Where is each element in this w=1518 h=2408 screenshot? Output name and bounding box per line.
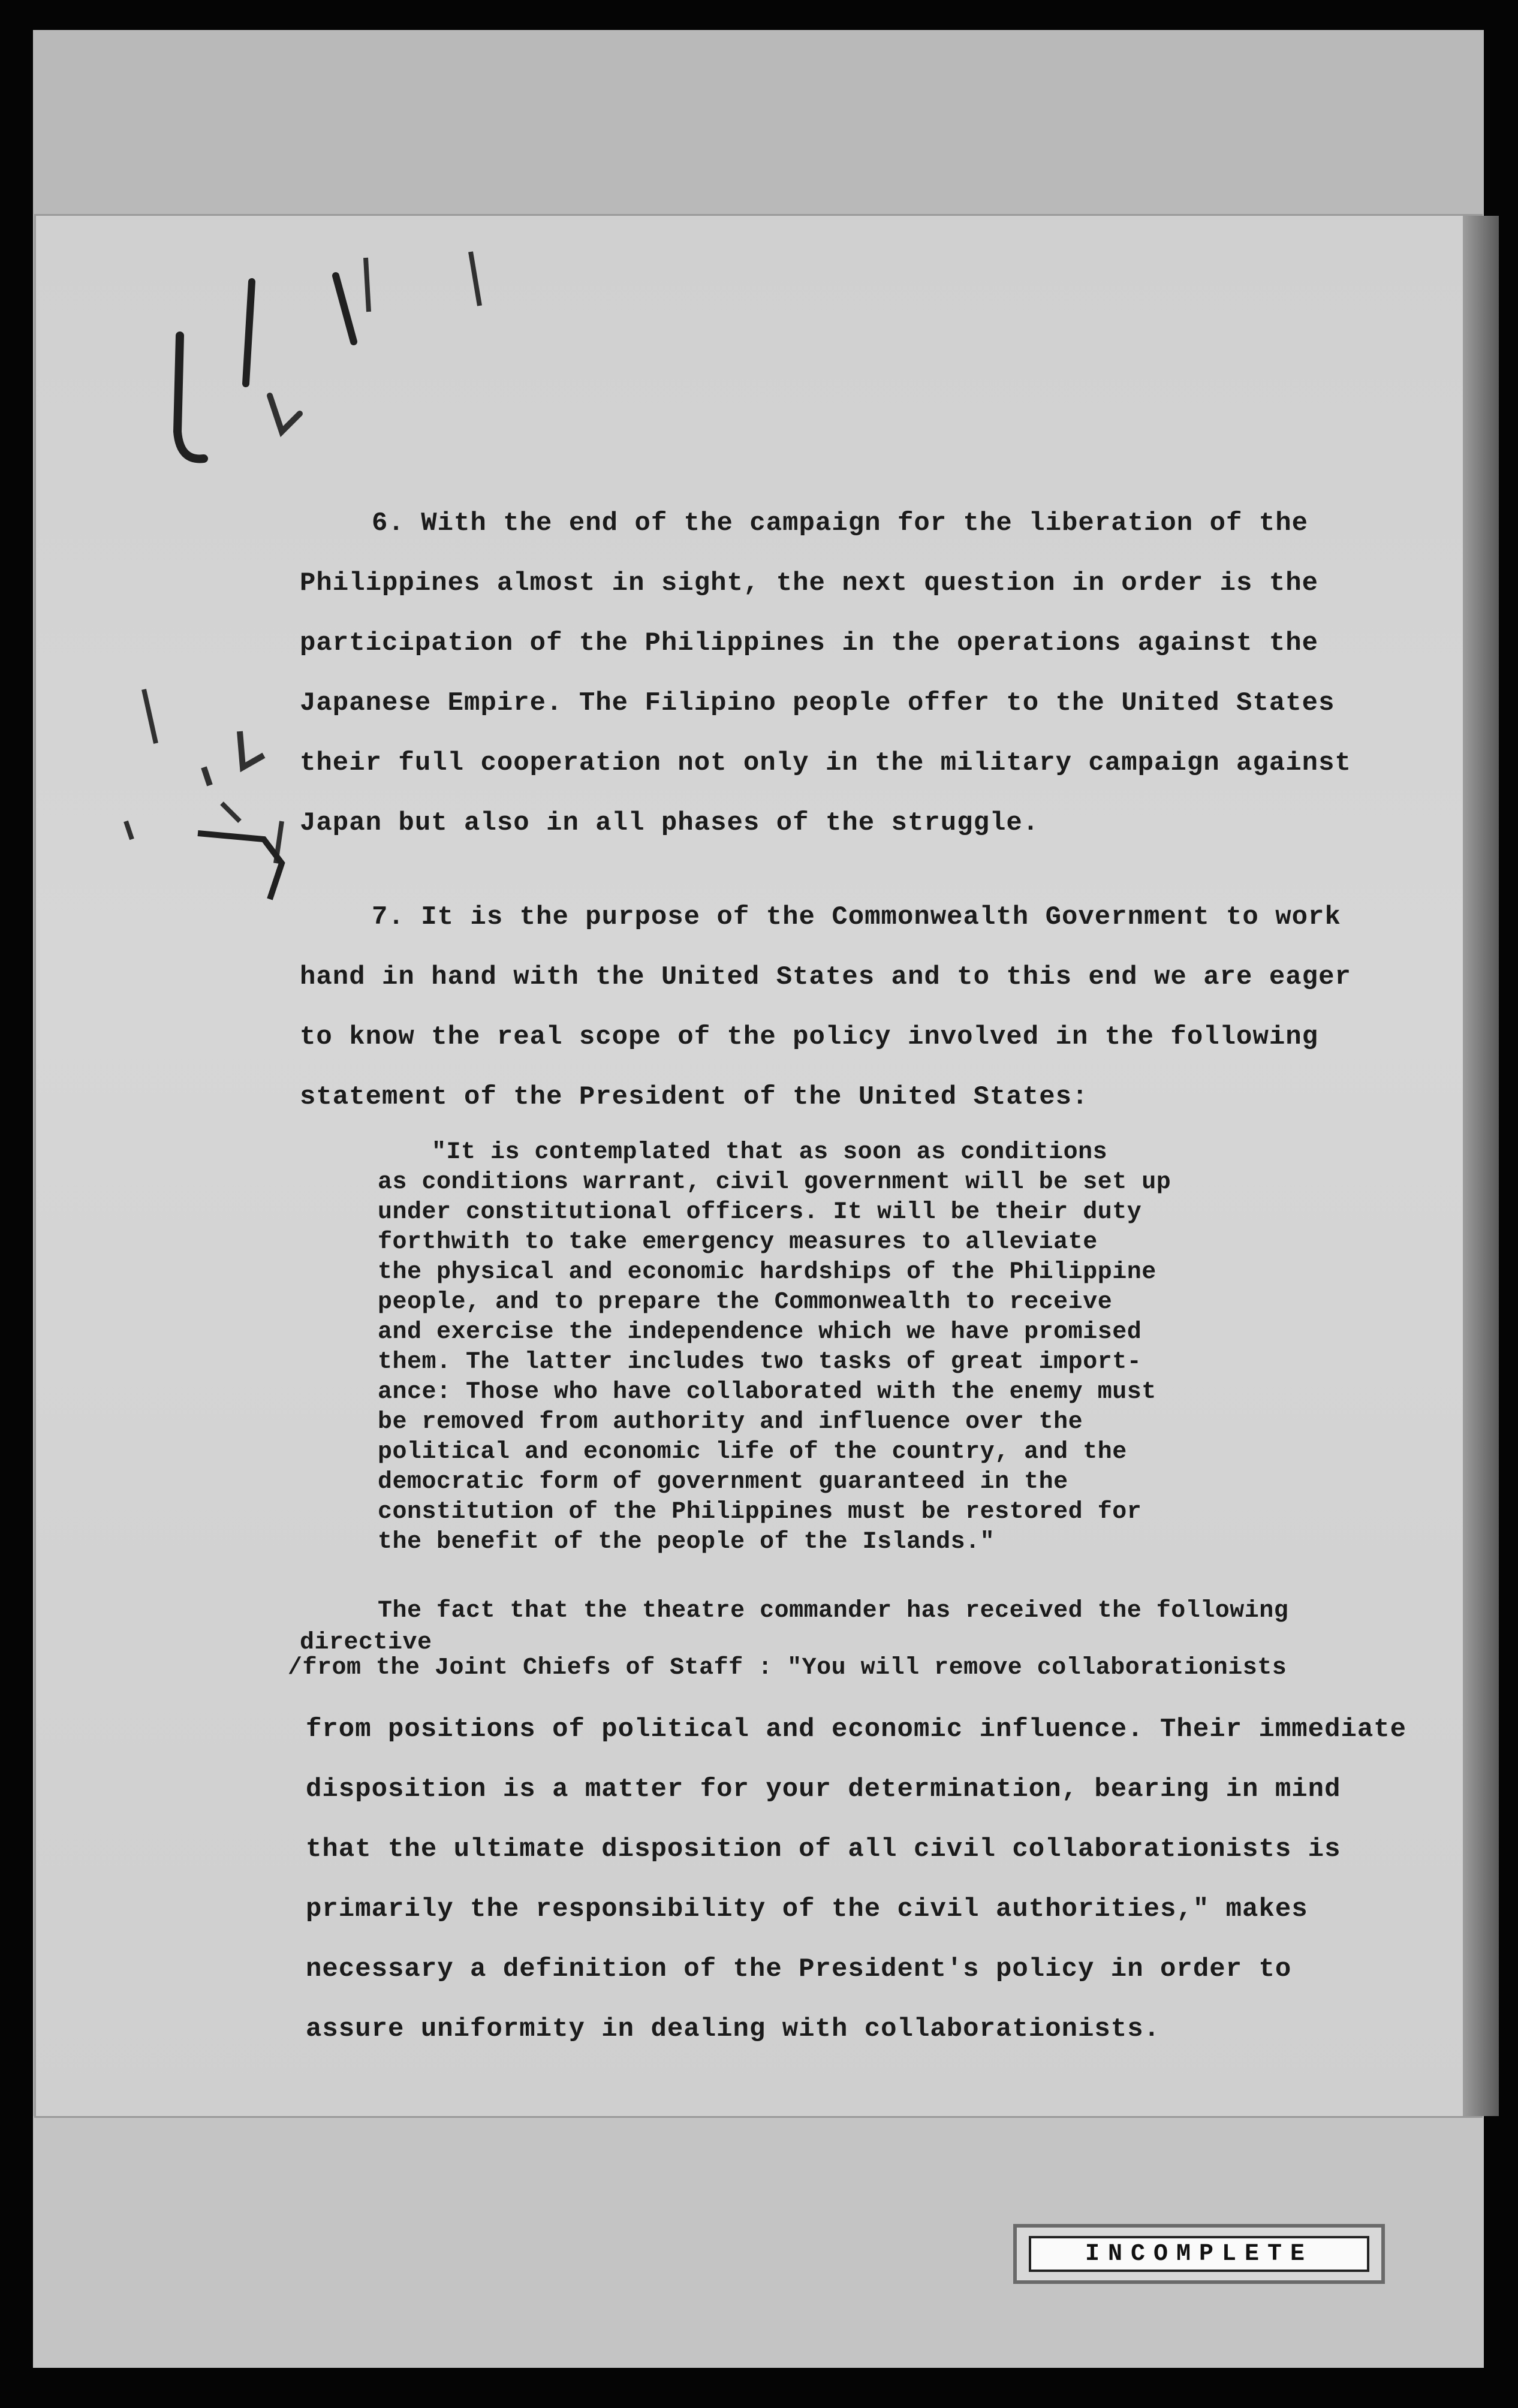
quote-line: ance: Those who have collaborated with the enemy must bbox=[378, 1379, 1156, 1406]
quote-line: be removed from authority and influence over the bbox=[378, 1409, 1083, 1436]
para6-line: Philippines almost in sight, the next question in order is the bbox=[300, 568, 1319, 598]
para8-line: /from the Joint Chiefs of Staff : "You will remove collaborationists bbox=[288, 1654, 1287, 1681]
quote-line: the benefit of the people of the Islands." bbox=[378, 1529, 995, 1556]
para6-line: participation of the Philippines in the operations against the bbox=[300, 628, 1319, 658]
quote-line: democratic form of government guaranteed in the bbox=[378, 1469, 1068, 1496]
incomplete-stamp bbox=[1013, 2224, 1385, 2284]
para8-line: necessary a definition of the President's policy in order to bbox=[306, 1954, 1292, 1984]
para6-line: Japanese Empire. The Filipino people offer to the United States bbox=[300, 688, 1335, 718]
quote-line: the physical and economic hardships of the Philippine bbox=[378, 1259, 1156, 1286]
quote-line: constitution of the Philippines must be restored for bbox=[378, 1499, 1142, 1526]
para8-line: assure uniformity in dealing with collaborationists. bbox=[306, 2014, 1161, 2044]
para8-line: The fact that the theatre commander has received the following bbox=[378, 1598, 1289, 1625]
para6-line: Japan but also in all phases of the struggle. bbox=[300, 808, 1040, 838]
quote-line: and exercise the independence which we have promised bbox=[378, 1319, 1142, 1346]
para8-line: that the ultimate disposition of all civil collaborationists is bbox=[306, 1834, 1341, 1864]
stamp-label: INCOMPLETE bbox=[1029, 2236, 1369, 2272]
para7-line: statement of the President of the United States: bbox=[300, 1082, 1089, 1112]
para8-line: primarily the responsibility of the civil authorities," makes bbox=[306, 1894, 1308, 1924]
quote-line: as conditions warrant, civil government will be set up bbox=[378, 1169, 1171, 1196]
para8-line: disposition is a matter for your determination, bearing in mind bbox=[306, 1774, 1341, 1804]
quote-line: under constitutional officers. It will be their duty bbox=[378, 1199, 1142, 1226]
quote-line: them. The latter includes two tasks of great import- bbox=[378, 1349, 1142, 1376]
para6-line: 6. With the end of the campaign for the liberation of the bbox=[372, 508, 1309, 538]
para7-line: hand in hand with the United States and to this end we are eager bbox=[300, 962, 1351, 992]
para8-insert: directive bbox=[300, 1629, 432, 1656]
para7-line: 7. It is the purpose of the Commonwealth Government to work bbox=[372, 902, 1341, 932]
quote-line: forthwith to take emergency measures to alleviate bbox=[378, 1229, 1098, 1256]
para8-line: from positions of political and economic influence. Their immediate bbox=[306, 1714, 1407, 1744]
para7-line: to know the real scope of the policy involved in the following bbox=[300, 1022, 1319, 1052]
quote-line: "It is contemplated that as soon as conditions bbox=[432, 1139, 1108, 1166]
quote-line: political and economic life of the country, and the bbox=[378, 1439, 1127, 1466]
para6-line: their full cooperation not only in the military campaign against bbox=[300, 748, 1351, 778]
quote-line: people, and to prepare the Commonwealth to receive bbox=[378, 1289, 1113, 1316]
